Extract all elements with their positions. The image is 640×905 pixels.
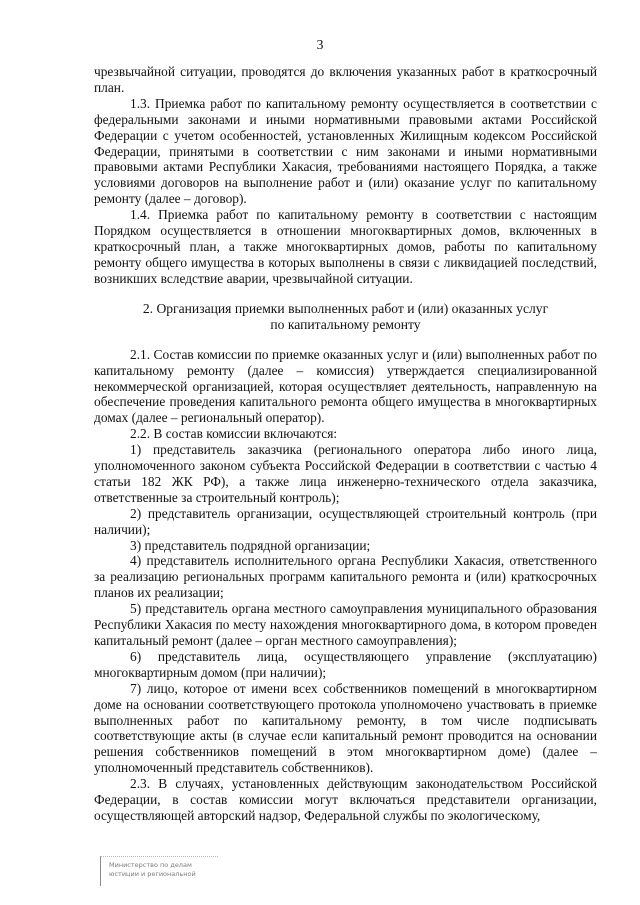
registration-stamp [100, 856, 218, 886]
paragraph-2-3: 2.3. В случаях, установленных действующим законодательством Российской Федерации, в состав комиссии могут включаться представители организации, осуществляющей авторский надзор, Федеральной службы по экологическому, [94, 776, 597, 823]
document-body [94, 64, 597, 824]
paragraph-2-2: 2.2. В состав комиссии включаются: [130, 426, 338, 442]
list-item-3: 3) представитель подрядной организации; [130, 537, 371, 553]
list-item-7: 7) лицо, которое от имени всех собственников помещений в многоквартирном доме на основании соответствующего протокола уполномочено участвовать в приемке выполненных работ по капитальному ремонту, в том числе подписывать соответствующие акты (в случае если капитальный ремонт проводится на основании решения собственников помещений в этом многоквартирном доме) (далее – уполномоченный представитель собственников). [94, 680, 597, 776]
section-heading [94, 301, 597, 333]
section-heading-line1: 2. Организация приемки выполненных работ и (или) оказанных услуг [142, 300, 549, 316]
list-item-6: 6) представитель лица, осуществляющего управление (эксплуатацию) многоквартирным домом (при наличии); [94, 648, 597, 680]
section-heading-line2: по капитальному ремонту [270, 316, 421, 332]
list-item-2: 2) представитель организации, осуществляющей строительный контроль (при наличии); [94, 505, 597, 537]
page-number: 3 [316, 38, 324, 53]
stamp-line1: Министерство по делам [109, 861, 192, 869]
list-item-5: 5) представитель органа местного самоуправления муниципального образования Республики Хакасия по месту нахождения многоквартирного дома, в котором проведен капитальный ремонт (далее – орган местного самоуправления); [94, 601, 597, 648]
paragraph-1-4: 1.4. Приемка работ по капитальному ремонту в соответствии с настоящим Порядком осуществляется в отношении многоквартирных домов, включенных в краткосрочный план, а также многоквартирных домов, работы по капитальному ремонту общего имущества в которых выполнены в связи с ликвидацией последствий, возникших вследствие аварии, чрезвычайной ситуации. [94, 207, 597, 286]
paragraph: чрезвычайной ситуации, проводятся до включения указанных работ в краткосрочный план. [94, 64, 597, 95]
list-item-1: 1) представитель заказчика (регионального оператора либо иного лица, уполномоченного законом субъекта Российской Федерации в соответствии с частью 4 статьи 182 ЖК РФ), а также лица инженерно-технического отдела заказчика, ответственные за строительный контроль); [94, 442, 597, 505]
list-item-4: 4) представитель исполнительного органа Республики Хакасия, ответственного за реализацию региональных программ капитального ремонта и (или) краткосрочных планов их реализации; [94, 553, 597, 601]
paragraph-2-1: 2.1. Состав комиссии по приемке оказанных услуг и (или) выполненных работ по капитальному ремонту (далее – комиссия) утверждается специализированной некоммерческой организацией, которая осуществляет деятельность, направленную на обеспечение проведения капитального ремонта общего имущества в многоквартирных домах (далее – региональный оператор). [94, 346, 597, 426]
paragraph-1-3: 1.3. Приемка работ по капитальному ремонту осуществляется в соответствии с федеральными законами и иными нормативными правовыми актами Российской Федерации с учетом особенностей, установленных Жилищным кодексом Российской Федерации, принятыми в соответствии с ним законами и иными нормативными правовыми актами Республики Хакасия, требованиями настоящего Порядка, а также условиями договоров на выполнение работ и (или) оказание услуг по капитальному ремонту (далее – договор). [94, 95, 597, 207]
stamp-line2: юстиции и региональной [109, 870, 196, 878]
